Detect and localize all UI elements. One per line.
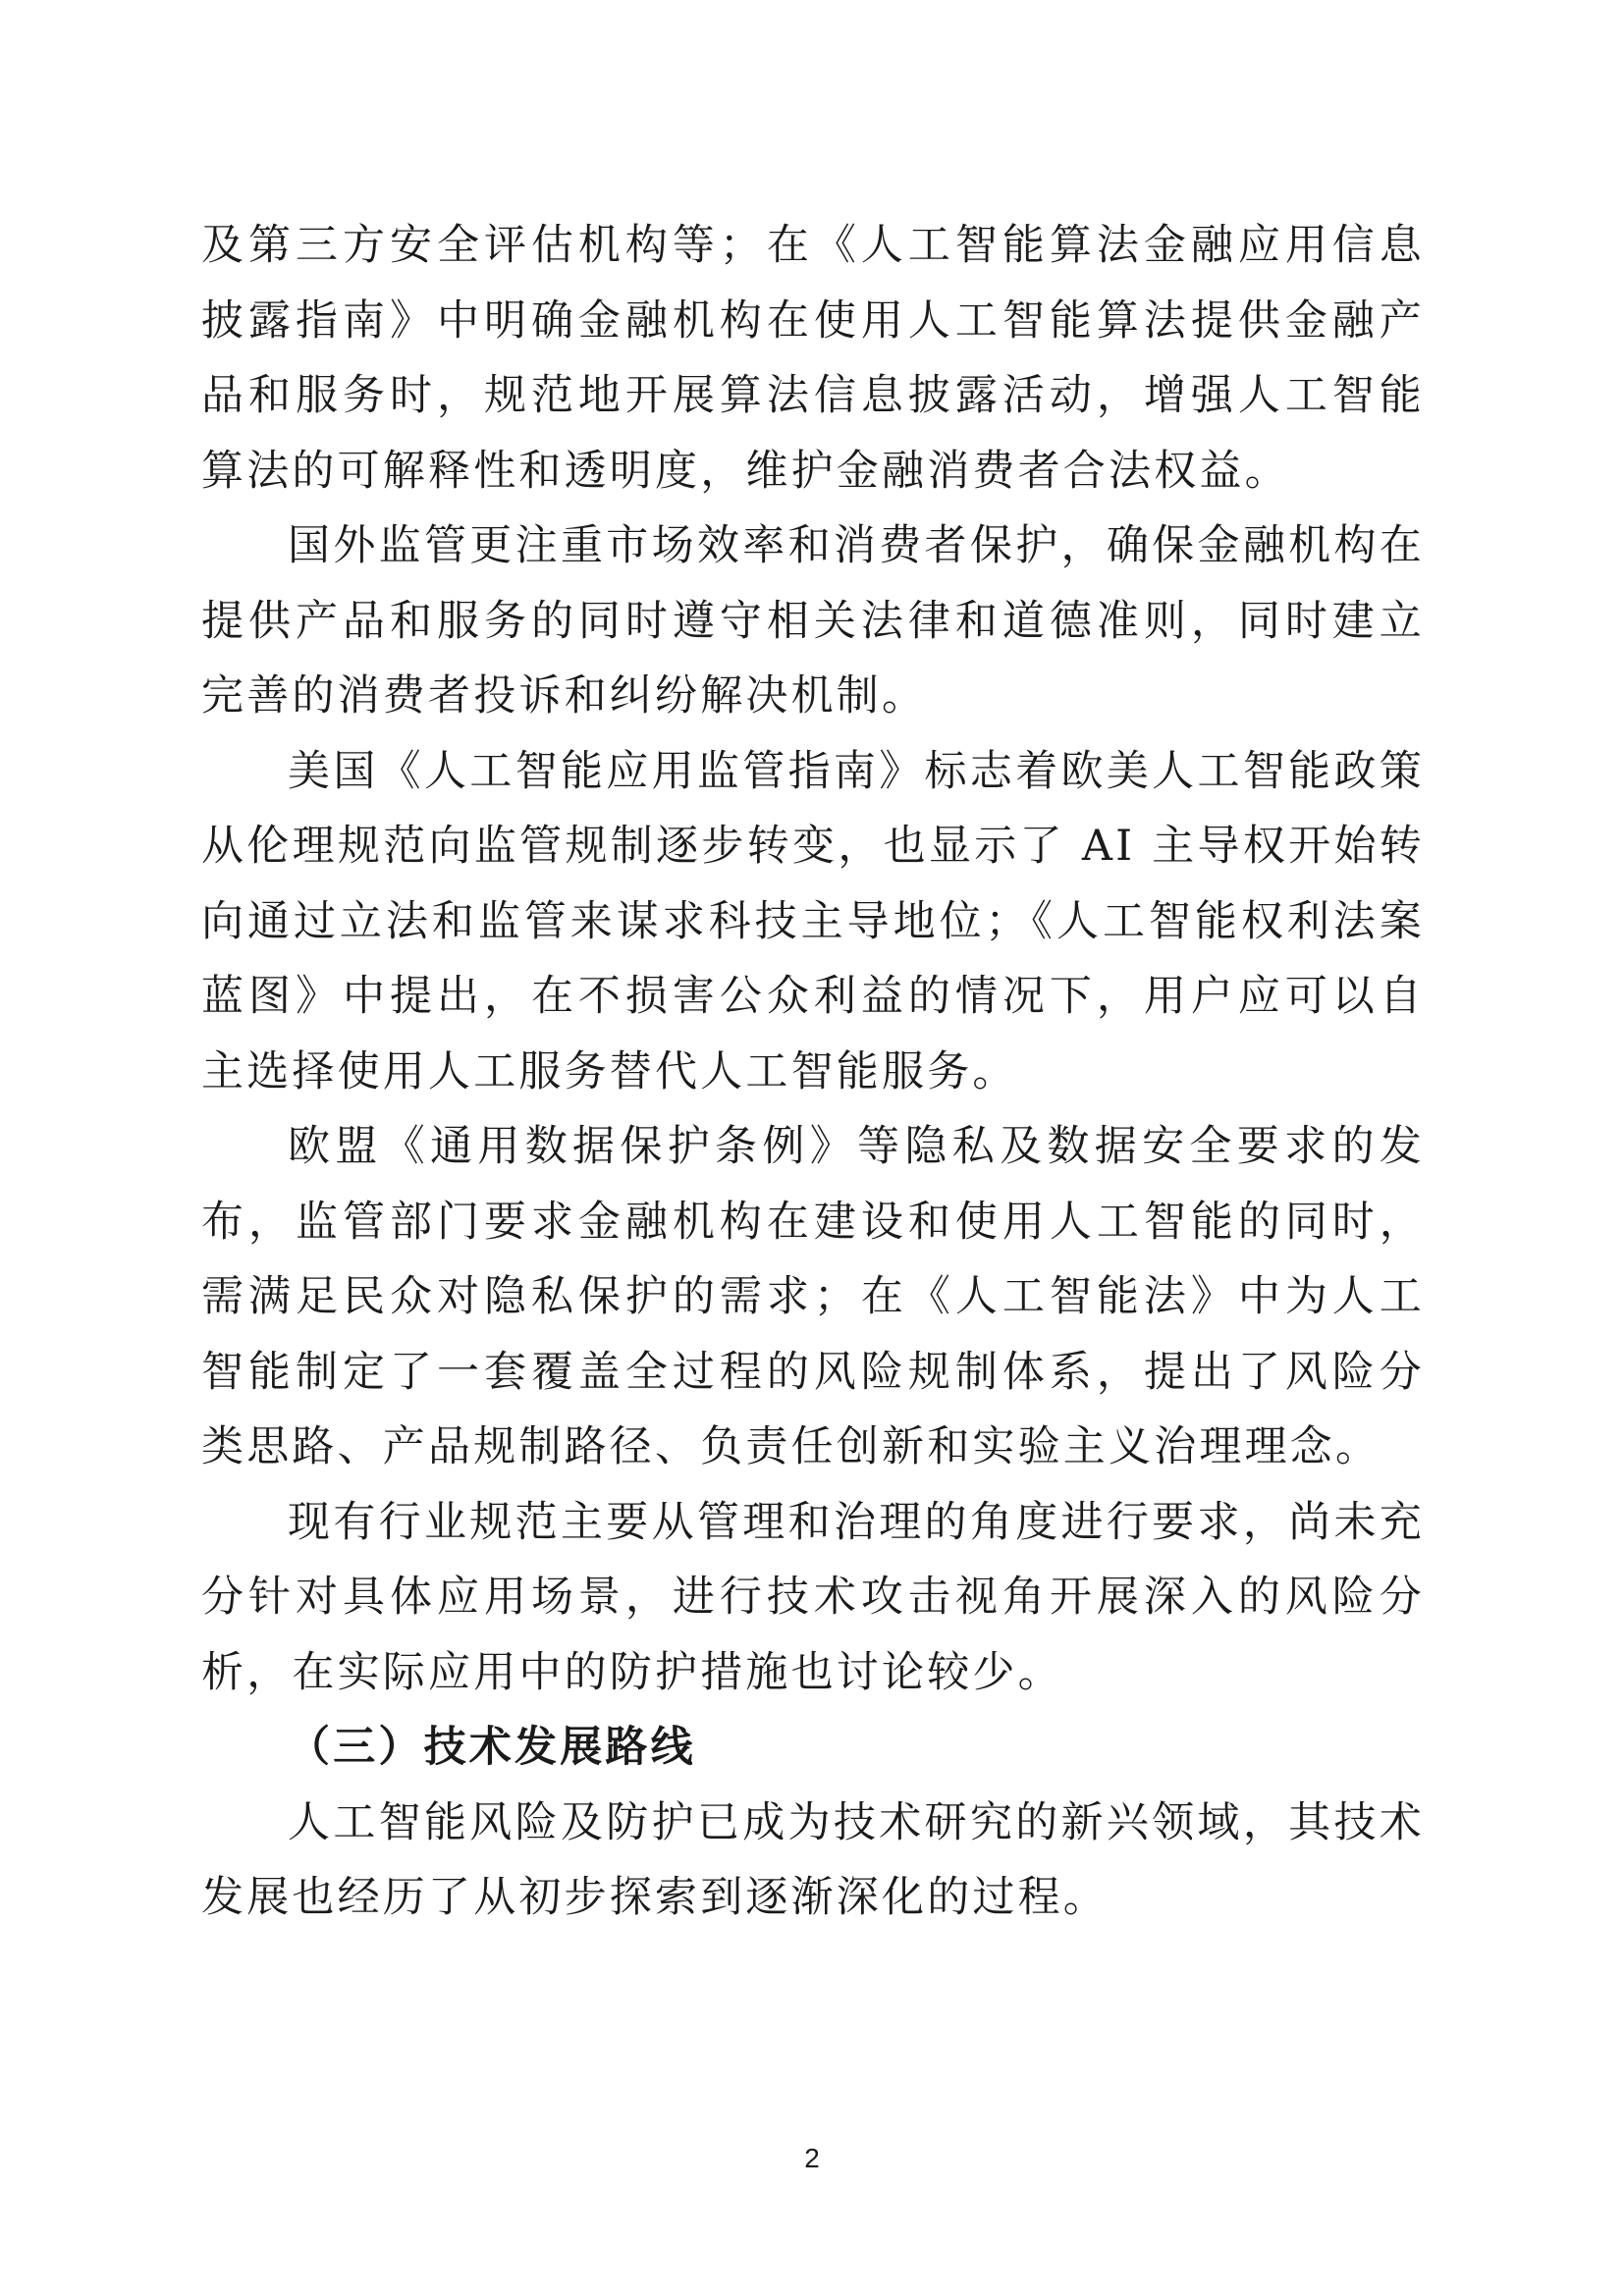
- paragraph-eu-gdpr: 欧盟《通用数据保护条例》等隐私及数据安全要求的发布，监管部门要求金融机构在建设和使用人工智能的同时，需满足民众对隐私保护的需求；在《人工智能法》中为人工智能制定了一套覆盖全过程的风险规制体系，提出了风险分类思路、产品规制路径、负责任创新和实验主义治理理念。: [201, 1122, 1425, 1471]
- document-body: [201, 208, 1425, 1936]
- paragraph-industry-norms: 现有行业规范主要从管理和治理的角度进行要求，尚未充分针对具体应用场景，进行技术攻击视角开展深入的风险分析，在实际应用中的防护措施也讨论较少。: [201, 1497, 1425, 1697]
- paragraph-tech-route: 人工智能风险及防护已成为技术研究的新兴领域，其技术发展也经历了从初步探索到逐渐深化的过程。: [201, 1797, 1425, 1922]
- page-number: 2: [804, 2143, 820, 2173]
- section-heading: （三）技术发展路线: [288, 1723, 696, 1772]
- paragraph-foreign-regulation: 国外监管更注重市场效率和消费者保护，确保金融机构在提供产品和服务的同时遵守相关法律和道德准则，同时建立完善的消费者投诉和纠纷解决机制。: [201, 521, 1425, 721]
- paragraph-continuation: 及第三方安全评估机构等；在《人工智能算法金融应用信息披露指南》中明确金融机构在使用人工智能算法提供金融产品和服务时，规范地开展算法信息披露活动，增强人工智能算法的可解释性和透明度，维护金融消费者合法权益。: [201, 221, 1425, 496]
- paragraph-us-guidance: 美国《人工智能应用监管指南》标志着欧美人工智能政策从伦理规范向监管规制逐步转变，也显示了 AI 主导权开始转向通过立法和监管来谋求科技主导地位；《人工智能权利法案蓝图》中提出，在不损害公众利益的情况下，用户应可以自主选择使用人工服务替代人工智能服务。: [201, 746, 1425, 1096]
